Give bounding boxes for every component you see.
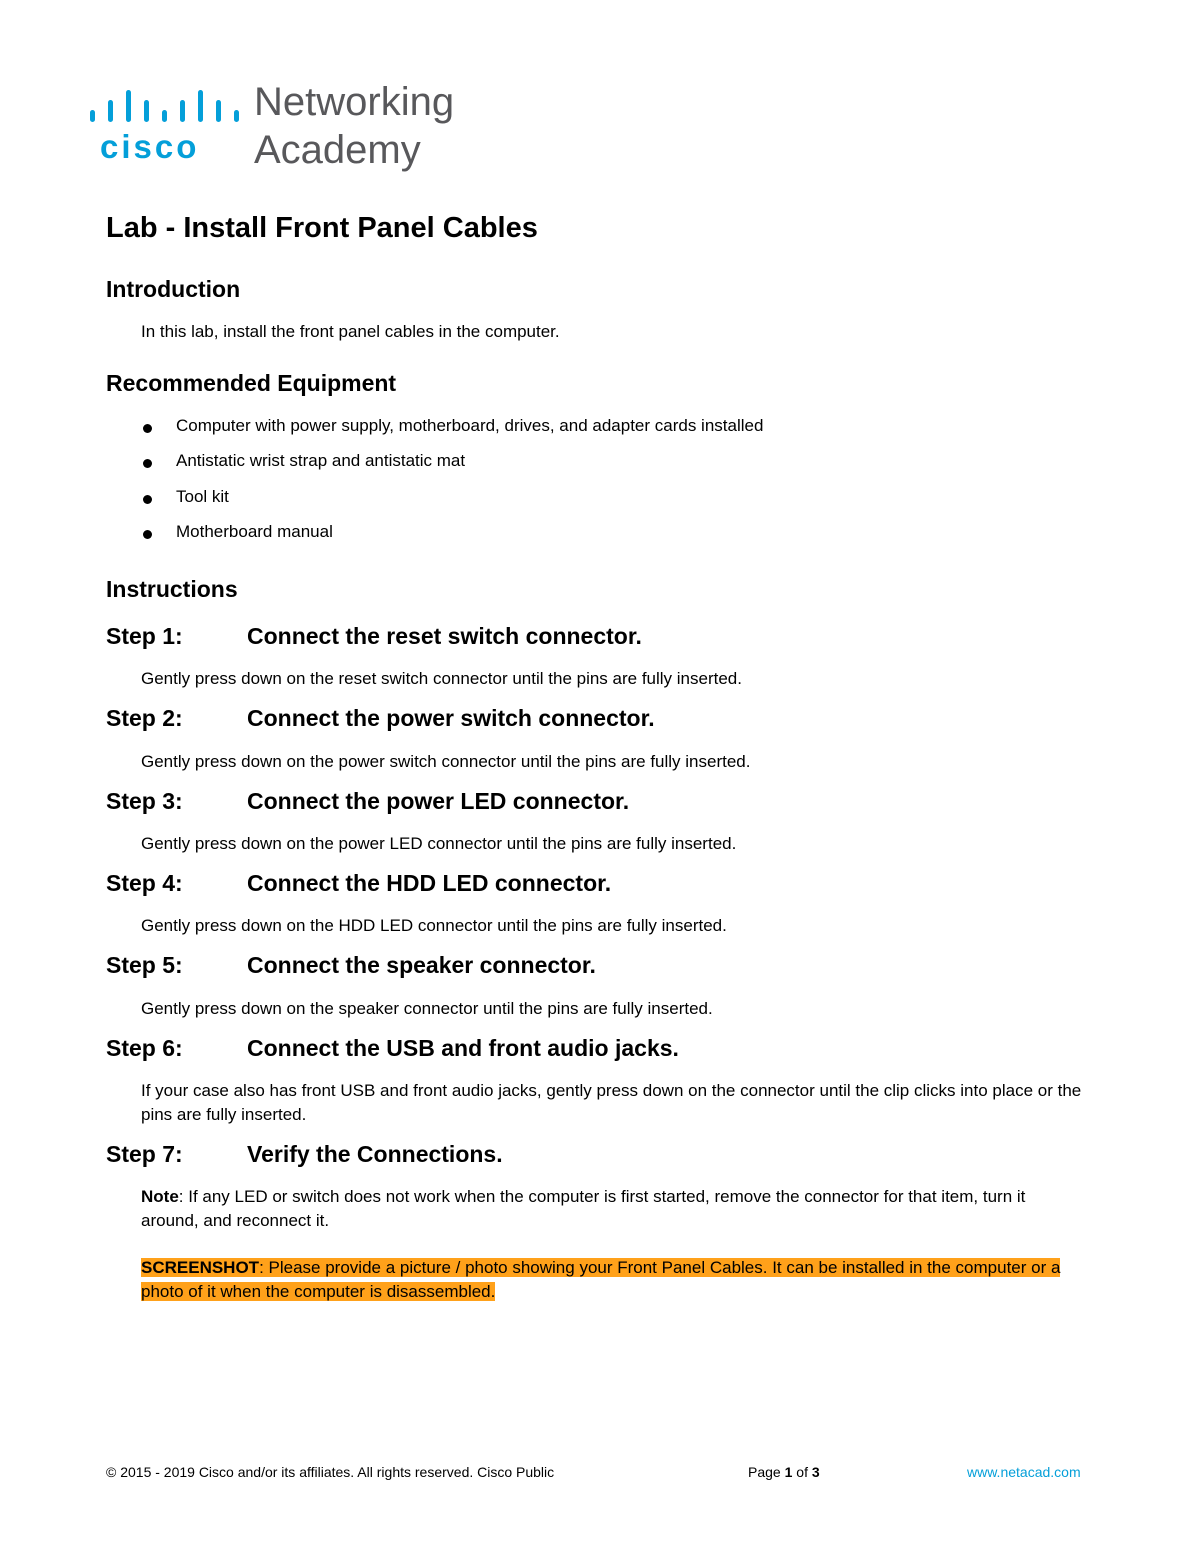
introduction-text: In this lab, install the front panel cables in the computer. [141, 322, 560, 341]
step-2-text: Gently press down on the power switch connector until the pins are fully inserted. [141, 752, 751, 771]
page-title: Lab - Install Front Panel Cables [106, 212, 538, 244]
step-5-text: Gently press down on the speaker connector until the pins are fully inserted. [141, 999, 713, 1018]
step-6-text: If your case also has front USB and front audio jacks, gently press down on the connector until the clip clicks into place or the pins are fully inserted. [141, 1081, 1082, 1124]
introduction-heading: Introduction [106, 276, 241, 302]
footer-copyright: © 2015 - 2019 Cisco and/or its affiliates. All rights reserved. Cisco Public [106, 1464, 555, 1480]
footer-website-link[interactable]: www.netacad.com [967, 1464, 1081, 1480]
footer-page-number: Page 1 of 3 [748, 1464, 820, 1480]
step-3-text: Gently press down on the power LED connector until the pins are fully inserted. [141, 834, 737, 853]
logo-networking: Networking [254, 80, 455, 124]
screenshot-label: SCREENSHOT [141, 1258, 260, 1277]
cisco-bars-icon [90, 88, 240, 124]
step-4-text: Gently press down on the HDD LED connector until the pins are fully inserted. [141, 916, 727, 935]
cisco-networking-academy-logo [90, 80, 480, 176]
equipment-heading: Recommended Equipment [106, 370, 397, 396]
bullet-icon [143, 459, 152, 468]
bullet-icon [143, 530, 152, 539]
step-1-text: Gently press down on the reset switch connector until the pins are fully inserted. [141, 669, 742, 688]
instructions-heading: Instructions [106, 576, 238, 602]
bullet-icon [143, 424, 152, 433]
screenshot-instruction: SCREENSHOT: Please provide a picture / photo showing your Front Panel Cables. It can be installed in the computer or a photo of it when the computer is disassembled. [141, 1258, 1061, 1301]
logo-academy: Academy [254, 128, 421, 172]
bullet-icon [143, 495, 152, 504]
cisco-wordmark: cisco [100, 128, 200, 165]
step-7-note: Note: If any LED or switch does not work when the computer is first started, remove the connector for that item, turn it around, and reconnect it. [141, 1187, 1026, 1230]
note-label: Note [141, 1187, 179, 1206]
